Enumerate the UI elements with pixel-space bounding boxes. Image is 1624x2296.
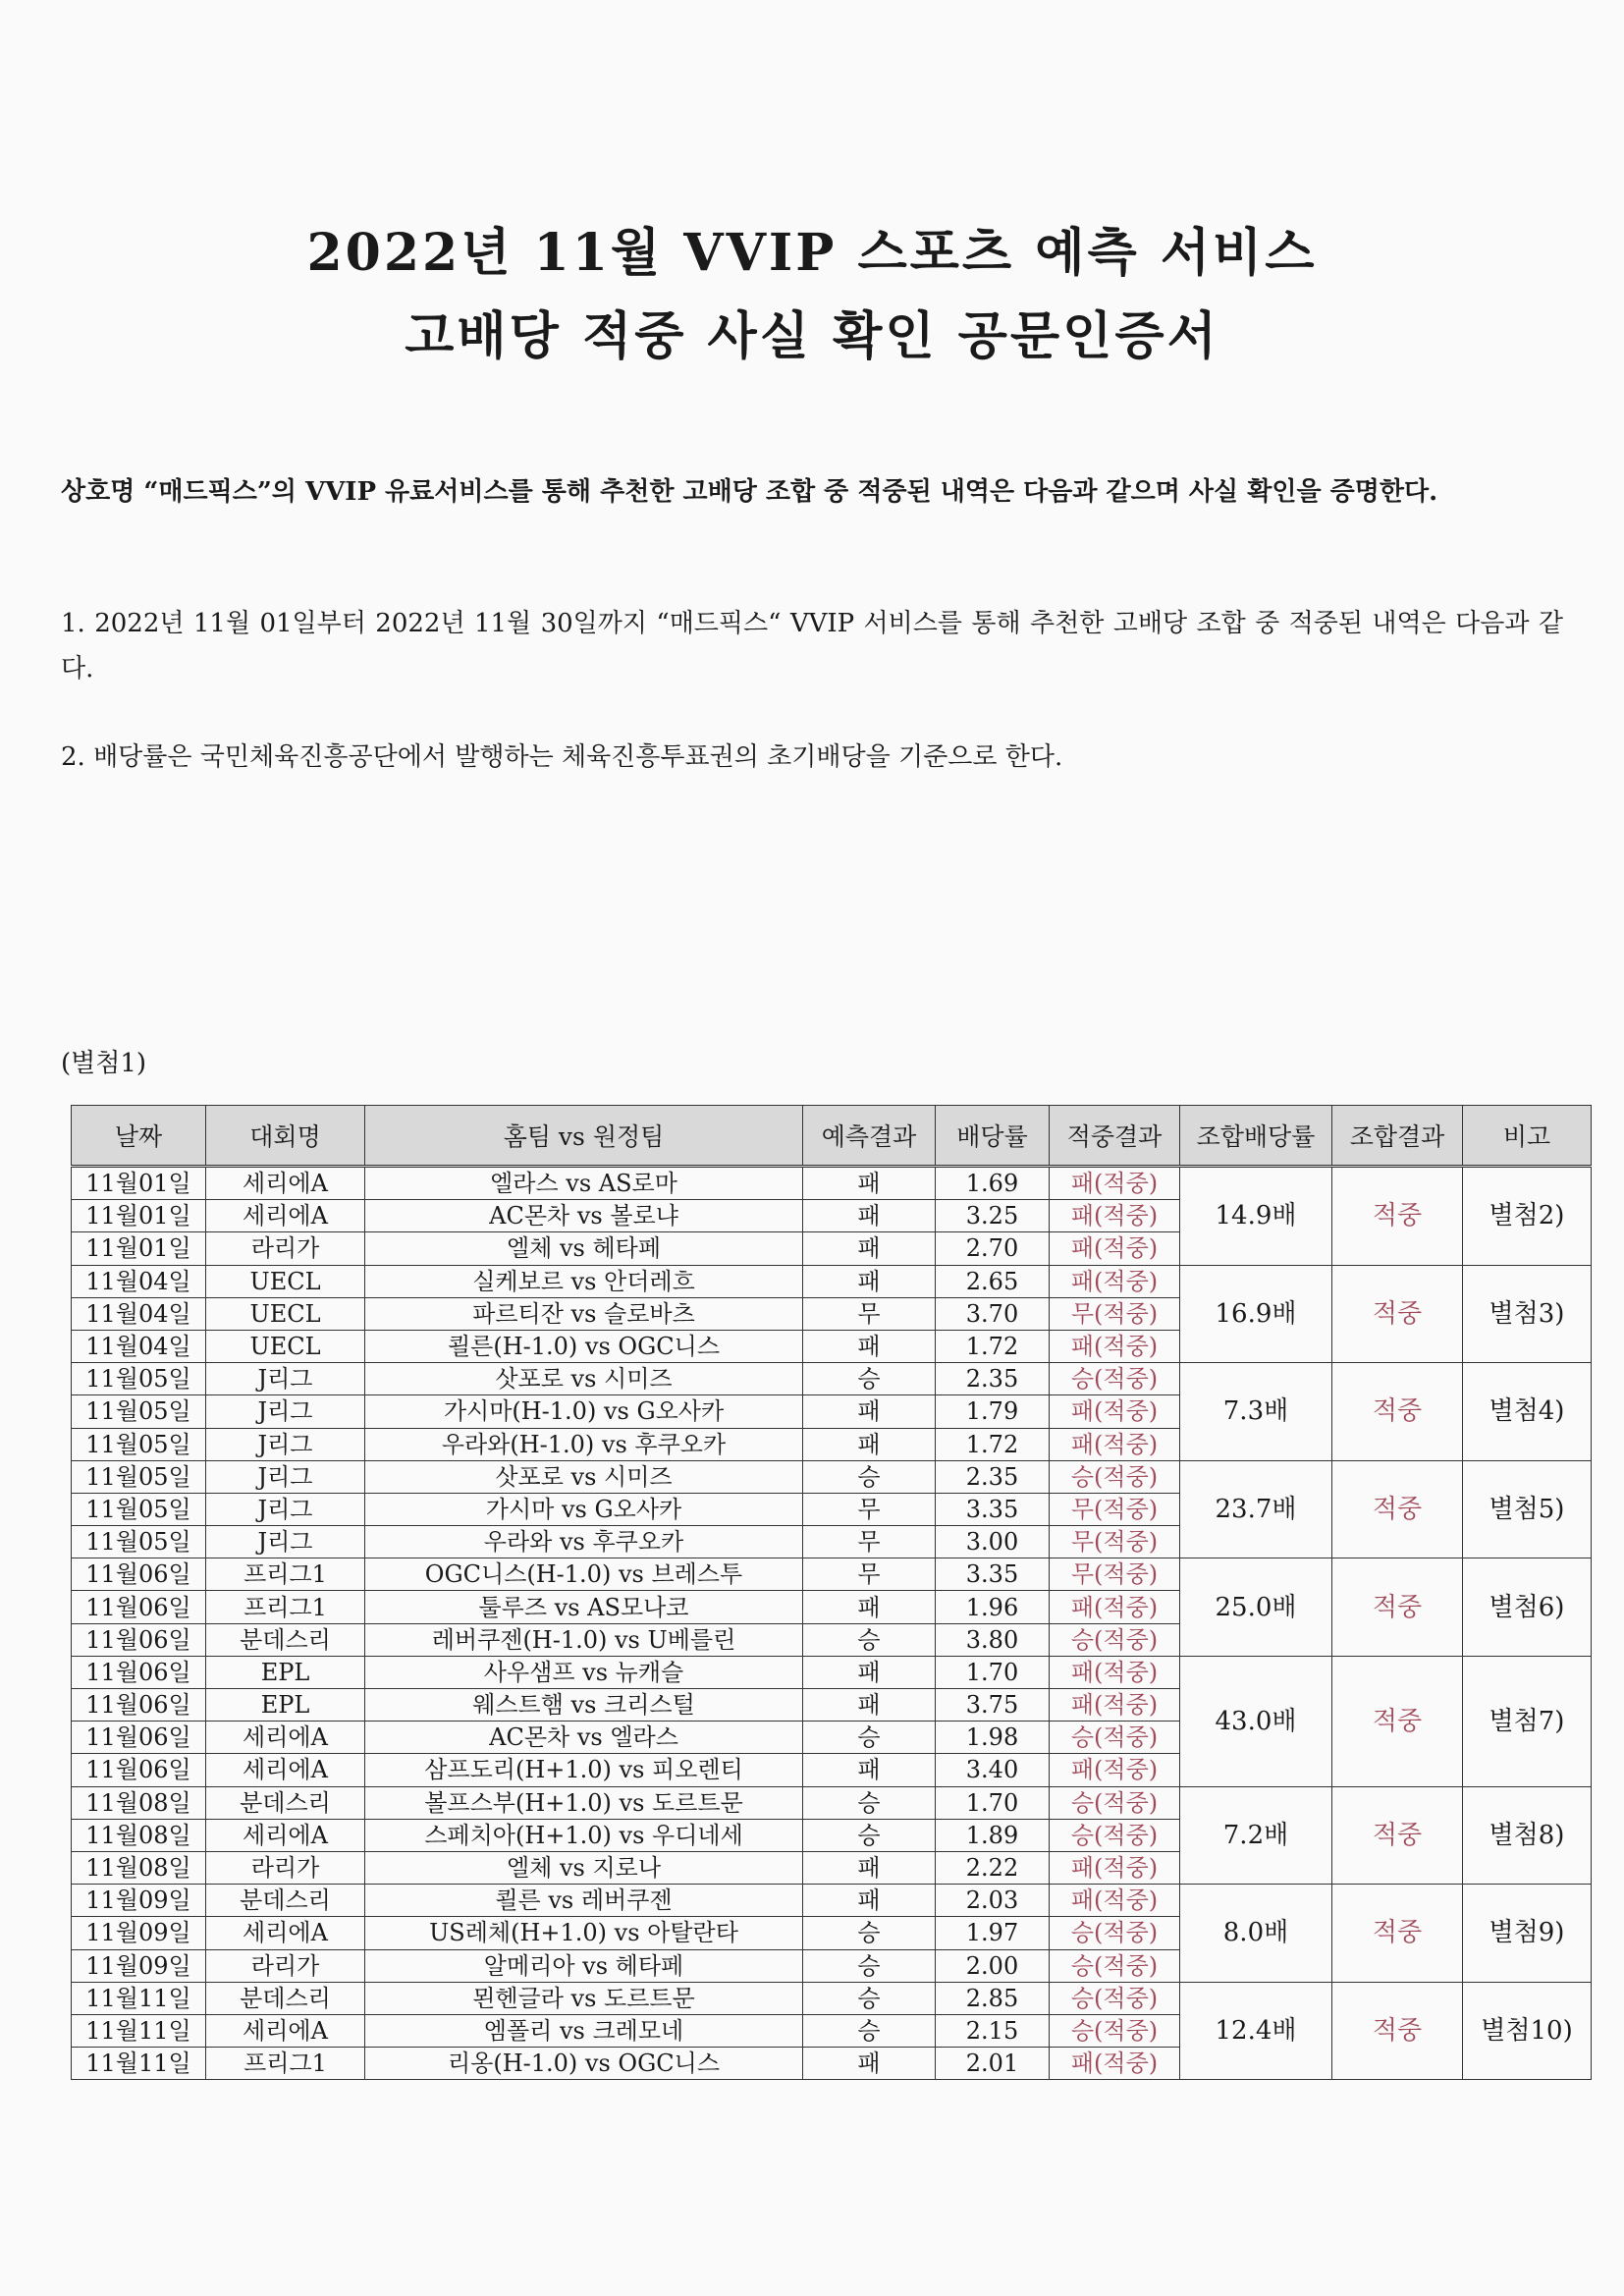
prediction-cell: 승 — [803, 1949, 936, 1982]
hit-result-cell: 패(적중) — [1050, 1754, 1180, 1786]
league-cell: J리그 — [206, 1395, 365, 1428]
hit-result-cell: 패(적중) — [1050, 1232, 1180, 1265]
hit-result-cell: 패(적중) — [1050, 1395, 1180, 1428]
prediction-cell: 승 — [803, 1982, 936, 2014]
match-cell: 리옹(H-1.0) vs OGC니스 — [365, 2048, 803, 2080]
match-cell: 가시마 vs G오사카 — [365, 1493, 803, 1525]
date-cell: 11월11일 — [72, 2048, 206, 2080]
prediction-cell: 패 — [803, 1167, 936, 1200]
odds-cell: 1.72 — [936, 1330, 1050, 1362]
prediction-cell: 패 — [803, 1265, 936, 1297]
league-cell: 라리가 — [206, 1949, 365, 1982]
hit-result-cell: 무(적중) — [1050, 1526, 1180, 1558]
note-cell: 별첨3) — [1463, 1265, 1592, 1363]
combo-result-cell: 적중 — [1332, 1656, 1463, 1786]
date-cell: 11월05일 — [72, 1363, 206, 1395]
date-cell: 11월09일 — [72, 1949, 206, 1982]
prediction-cell: 승 — [803, 1819, 936, 1851]
combo-odds-cell: 43.0배 — [1180, 1656, 1332, 1786]
match-cell: 엘체 vs 헤타페 — [365, 1232, 803, 1265]
league-cell: 분데스리 — [206, 1982, 365, 2014]
hit-result-cell: 패(적중) — [1050, 1591, 1180, 1623]
odds-cell: 3.35 — [936, 1493, 1050, 1525]
match-cell: AC몬차 vs 볼로냐 — [365, 1200, 803, 1232]
match-cell: 삿포로 vs 시미즈 — [365, 1460, 803, 1493]
prediction-cell: 패 — [803, 1330, 936, 1362]
document-title-line2: 고배당 적중 사실 확인 공문인증서 — [405, 306, 1219, 366]
header-odds: 배당률 — [936, 1106, 1050, 1167]
combo-odds-cell: 14.9배 — [1180, 1167, 1332, 1266]
date-cell: 11월05일 — [72, 1526, 206, 1558]
odds-cell: 1.79 — [936, 1395, 1050, 1428]
combo-result-cell: 적중 — [1332, 1982, 1463, 2080]
date-cell: 11월09일 — [72, 1885, 206, 1917]
match-cell: AC몬차 vs 엘라스 — [365, 1722, 803, 1754]
match-cell: 삿포로 vs 시미즈 — [365, 1363, 803, 1395]
hit-result-cell: 패(적중) — [1050, 1200, 1180, 1232]
hit-result-cell: 패(적중) — [1050, 2048, 1180, 2080]
prediction-cell: 무 — [803, 1493, 936, 1525]
combo-odds-cell: 16.9배 — [1180, 1265, 1332, 1363]
hit-result-cell: 패(적중) — [1050, 1885, 1180, 1917]
hit-result-cell: 승(적중) — [1050, 1623, 1180, 1656]
header-date: 날짜 — [72, 1106, 206, 1167]
hit-result-cell: 승(적중) — [1050, 1982, 1180, 2014]
match-cell: OGC니스(H-1.0) vs 브레스투 — [365, 1558, 803, 1591]
date-cell: 11월09일 — [72, 1917, 206, 1949]
odds-cell: 1.70 — [936, 1786, 1050, 1819]
prediction-cell: 패 — [803, 1428, 936, 1460]
prediction-cell: 패 — [803, 1656, 936, 1688]
odds-cell: 2.35 — [936, 1460, 1050, 1493]
hit-result-cell: 승(적중) — [1050, 1722, 1180, 1754]
odds-cell: 1.98 — [936, 1722, 1050, 1754]
header-combo-result: 조합결과 — [1332, 1106, 1463, 1167]
combo-result-cell: 적중 — [1332, 1786, 1463, 1885]
odds-cell: 2.00 — [936, 1949, 1050, 1982]
match-cell: 삼프도리(H+1.0) vs 피오렌티 — [365, 1754, 803, 1786]
league-cell: 세리에A — [206, 2014, 365, 2047]
league-cell: 분데스리 — [206, 1786, 365, 1819]
note-cell: 별첨10) — [1463, 1982, 1592, 2080]
prediction-cell: 패 — [803, 2048, 936, 2080]
note-cell: 별첨8) — [1463, 1786, 1592, 1885]
league-cell: 라리가 — [206, 1232, 365, 1265]
odds-cell: 3.35 — [936, 1558, 1050, 1591]
date-cell: 11월08일 — [72, 1851, 206, 1884]
match-cell: 쾰른 vs 레버쿠젠 — [365, 1885, 803, 1917]
odds-cell: 2.15 — [936, 2014, 1050, 2047]
combo-odds-cell: 7.3배 — [1180, 1363, 1332, 1461]
odds-cell: 2.65 — [936, 1265, 1050, 1297]
table-row — [72, 1885, 1592, 1917]
prediction-cell: 승 — [803, 1623, 936, 1656]
date-cell: 11월04일 — [72, 1297, 206, 1330]
league-cell: J리그 — [206, 1428, 365, 1460]
odds-cell: 2.03 — [936, 1885, 1050, 1917]
date-cell: 11월01일 — [72, 1200, 206, 1232]
combo-odds-cell: 12.4배 — [1180, 1982, 1332, 2080]
header-match: 홈팀 vs 원정팀 — [365, 1106, 803, 1167]
header-hit-result: 적중결과 — [1050, 1106, 1180, 1167]
league-cell: 분데스리 — [206, 1885, 365, 1917]
hit-result-cell: 승(적중) — [1050, 1819, 1180, 1851]
document-title-line1: 2022년 11월 VVIP 스포츠 예측 서비스 — [306, 223, 1318, 283]
odds-cell: 1.69 — [936, 1167, 1050, 1200]
odds-cell: 1.96 — [936, 1591, 1050, 1623]
date-cell: 11월06일 — [72, 1558, 206, 1591]
combo-odds-cell: 23.7배 — [1180, 1460, 1332, 1558]
odds-cell: 3.00 — [936, 1526, 1050, 1558]
odds-cell: 2.22 — [936, 1851, 1050, 1884]
hit-result-cell: 승(적중) — [1050, 1949, 1180, 1982]
league-cell: 세리에A — [206, 1167, 365, 1200]
match-cell: 스페치아(H+1.0) vs 우디네세 — [365, 1819, 803, 1851]
hit-result-cell: 패(적중) — [1050, 1851, 1180, 1884]
date-cell: 11월06일 — [72, 1656, 206, 1688]
combo-result-cell: 적중 — [1332, 1167, 1463, 1266]
league-cell: UECL — [206, 1265, 365, 1297]
odds-cell: 1.97 — [936, 1917, 1050, 1949]
hit-result-cell: 무(적중) — [1050, 1297, 1180, 1330]
hit-result-cell: 승(적중) — [1050, 1363, 1180, 1395]
prediction-cell: 무 — [803, 1558, 936, 1591]
match-cell: 사우샘프 vs 뉴캐슬 — [365, 1656, 803, 1688]
odds-cell: 2.85 — [936, 1982, 1050, 2014]
odds-cell: 1.70 — [936, 1656, 1050, 1688]
match-cell: 실케보르 vs 안더레흐 — [365, 1265, 803, 1297]
date-cell: 11월08일 — [72, 1786, 206, 1819]
match-cell: 묀헨글라 vs 도르트문 — [365, 1982, 803, 2014]
odds-cell: 3.80 — [936, 1623, 1050, 1656]
date-cell: 11월01일 — [72, 1167, 206, 1200]
hit-result-cell: 패(적중) — [1050, 1265, 1180, 1297]
prediction-cell: 승 — [803, 1917, 936, 1949]
table-body — [72, 1167, 1592, 2080]
match-cell: 툴루즈 vs AS모나코 — [365, 1591, 803, 1623]
prediction-cell: 패 — [803, 1851, 936, 1884]
prediction-cell: 패 — [803, 1395, 936, 1428]
prediction-cell: 패 — [803, 1232, 936, 1265]
match-cell: 우라와 vs 후쿠오카 — [365, 1526, 803, 1558]
hit-result-cell: 패(적중) — [1050, 1167, 1180, 1200]
annex-label: (별첨1) — [61, 1049, 147, 1078]
date-cell: 11월11일 — [72, 2014, 206, 2047]
hit-result-cell: 무(적중) — [1050, 1493, 1180, 1525]
odds-cell: 1.89 — [936, 1819, 1050, 1851]
date-cell: 11월01일 — [72, 1232, 206, 1265]
date-cell: 11월05일 — [72, 1395, 206, 1428]
match-cell: 파르티잔 vs 슬로바츠 — [365, 1297, 803, 1330]
hit-result-cell: 패(적중) — [1050, 1656, 1180, 1688]
league-cell: UECL — [206, 1297, 365, 1330]
combo-odds-cell: 8.0배 — [1180, 1885, 1332, 1983]
hit-result-cell: 패(적중) — [1050, 1689, 1180, 1722]
prediction-cell: 무 — [803, 1526, 936, 1558]
league-cell: 세리에A — [206, 1722, 365, 1754]
odds-cell: 3.25 — [936, 1200, 1050, 1232]
table-header-row — [72, 1106, 1592, 1167]
match-cell: 레버쿠젠(H-1.0) vs U베를린 — [365, 1623, 803, 1656]
league-cell: 라리가 — [206, 1851, 365, 1884]
date-cell: 11월06일 — [72, 1623, 206, 1656]
league-cell: J리그 — [206, 1363, 365, 1395]
date-cell: 11월06일 — [72, 1722, 206, 1754]
match-cell: 엘체 vs 지로나 — [365, 1851, 803, 1884]
note-cell: 별첨2) — [1463, 1167, 1592, 1266]
note-cell: 별첨7) — [1463, 1656, 1592, 1786]
table-row — [72, 1265, 1592, 1297]
league-cell: 프리그1 — [206, 1558, 365, 1591]
note-cell: 별첨6) — [1463, 1558, 1592, 1657]
hit-result-cell: 패(적중) — [1050, 1428, 1180, 1460]
date-cell: 11월08일 — [72, 1819, 206, 1851]
table-row — [72, 1786, 1592, 1819]
results-table — [71, 1105, 1592, 2080]
combo-result-cell: 적중 — [1332, 1265, 1463, 1363]
league-cell: 프리그1 — [206, 1591, 365, 1623]
table-row — [72, 1460, 1592, 1493]
combo-odds-cell: 25.0배 — [1180, 1558, 1332, 1657]
header-combo-odds: 조합배당률 — [1180, 1106, 1332, 1167]
date-cell: 11월04일 — [72, 1330, 206, 1362]
odds-cell: 3.75 — [936, 1689, 1050, 1722]
date-cell: 11월06일 — [72, 1754, 206, 1786]
odds-cell: 2.70 — [936, 1232, 1050, 1265]
league-cell: UECL — [206, 1330, 365, 1362]
hit-result-cell: 승(적중) — [1050, 1917, 1180, 1949]
combo-result-cell: 적중 — [1332, 1885, 1463, 1983]
prediction-cell: 무 — [803, 1297, 936, 1330]
combo-result-cell: 적중 — [1332, 1558, 1463, 1657]
combo-result-cell: 적중 — [1332, 1363, 1463, 1461]
match-cell: 엘라스 vs AS로마 — [365, 1167, 803, 1200]
clause-1: 1. 2022년 11월 01일부터 2022년 11월 30일까지 “매드픽스“ VVIP 서비스를 통해 추천한 고배당 조합 중 적중된 내역은 다음과 같다. — [61, 609, 1563, 683]
hit-result-cell: 승(적중) — [1050, 1460, 1180, 1493]
header-league: 대회명 — [206, 1106, 365, 1167]
hit-result-cell: 승(적중) — [1050, 2014, 1180, 2047]
match-cell: 웨스트햄 vs 크리스털 — [365, 1689, 803, 1722]
hit-result-cell: 승(적중) — [1050, 1786, 1180, 1819]
prediction-cell: 승 — [803, 1722, 936, 1754]
table-row — [72, 1558, 1592, 1591]
league-cell: J리그 — [206, 1493, 365, 1525]
league-cell: 세리에A — [206, 1754, 365, 1786]
date-cell: 11월05일 — [72, 1460, 206, 1493]
league-cell: J리그 — [206, 1526, 365, 1558]
intro-statement: 상호명 “매드픽스”의 VVIP 유료서비스를 통해 추천한 고배당 조합 중 적중된 내역은 다음과 같으며 사실 확인을 증명한다. — [61, 477, 1438, 507]
date-cell: 11월04일 — [72, 1265, 206, 1297]
prediction-cell: 승 — [803, 1363, 936, 1395]
note-cell: 별첨5) — [1463, 1460, 1592, 1558]
match-cell: 엠폴리 vs 크레모네 — [365, 2014, 803, 2047]
hit-result-cell: 무(적중) — [1050, 1558, 1180, 1591]
header-note: 비고 — [1463, 1106, 1592, 1167]
prediction-cell: 패 — [803, 1754, 936, 1786]
date-cell: 11월06일 — [72, 1591, 206, 1623]
prediction-cell: 승 — [803, 2014, 936, 2047]
league-cell: EPL — [206, 1656, 365, 1688]
combo-odds-cell: 7.2배 — [1180, 1786, 1332, 1885]
odds-cell: 3.70 — [936, 1297, 1050, 1330]
hit-result-cell: 패(적중) — [1050, 1330, 1180, 1362]
prediction-cell: 패 — [803, 1591, 936, 1623]
match-cell: 우라와(H-1.0) vs 후쿠오카 — [365, 1428, 803, 1460]
note-cell: 별첨4) — [1463, 1363, 1592, 1461]
league-cell: 세리에A — [206, 1200, 365, 1232]
match-cell: 쾰른(H-1.0) vs OGC니스 — [365, 1330, 803, 1362]
odds-cell: 1.72 — [936, 1428, 1050, 1460]
prediction-cell: 패 — [803, 1689, 936, 1722]
prediction-cell: 승 — [803, 1786, 936, 1819]
odds-cell: 2.35 — [936, 1363, 1050, 1395]
date-cell: 11월06일 — [72, 1689, 206, 1722]
league-cell: J리그 — [206, 1460, 365, 1493]
prediction-cell: 승 — [803, 1460, 936, 1493]
clause-2: 2. 배당률은 국민체육진흥공단에서 발행하는 체육진흥투표권의 초기배당을 기준으로 한다. — [61, 742, 1063, 772]
date-cell: 11월11일 — [72, 1982, 206, 2014]
match-cell: 알메리아 vs 헤타페 — [365, 1949, 803, 1982]
combo-result-cell: 적중 — [1332, 1460, 1463, 1558]
match-cell: 볼프스부(H+1.0) vs 도르트문 — [365, 1786, 803, 1819]
note-cell: 별첨9) — [1463, 1885, 1592, 1983]
date-cell: 11월05일 — [72, 1428, 206, 1460]
table-row — [72, 1982, 1592, 2014]
league-cell: 프리그1 — [206, 2048, 365, 2080]
header-prediction: 예측결과 — [803, 1106, 936, 1167]
date-cell: 11월05일 — [72, 1493, 206, 1525]
prediction-cell: 패 — [803, 1885, 936, 1917]
match-cell: US레체(H+1.0) vs 아탈란타 — [365, 1917, 803, 1949]
prediction-cell: 패 — [803, 1200, 936, 1232]
match-cell: 가시마(H-1.0) vs G오사카 — [365, 1395, 803, 1428]
league-cell: 분데스리 — [206, 1623, 365, 1656]
odds-cell: 2.01 — [936, 2048, 1050, 2080]
league-cell: 세리에A — [206, 1917, 365, 1949]
league-cell: EPL — [206, 1689, 365, 1722]
odds-cell: 3.40 — [936, 1754, 1050, 1786]
league-cell: 세리에A — [206, 1819, 365, 1851]
table-row — [72, 1656, 1592, 1688]
table-row — [72, 1167, 1592, 1200]
table-row — [72, 1363, 1592, 1395]
